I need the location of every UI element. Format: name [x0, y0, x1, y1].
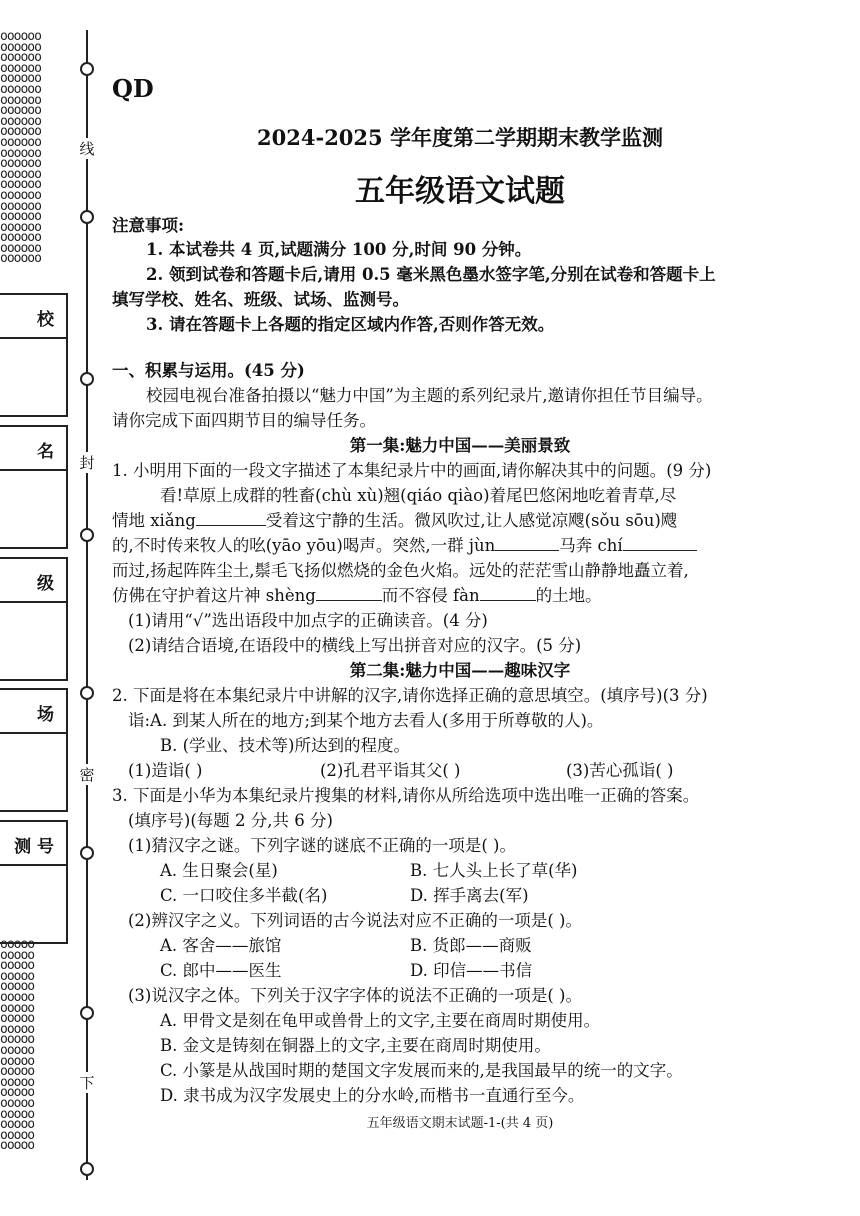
question-1: 1. 小明用下面的一段文字描述了本集纪录片中的画面,请你解决其中的问题。(9 分) — [112, 461, 712, 480]
binding-ring — [80, 1006, 94, 1020]
name-label: 名 — [37, 442, 54, 462]
cut-label-mi: 密 — [76, 764, 98, 785]
field-divider — [0, 864, 66, 866]
passage-line-1: 看!草原上成群的牲畜(chù xù)翘(qiáo qiào)着尾巴悠闲地吃着青草,尽 — [160, 486, 677, 505]
cut-label-xian: 线 — [76, 138, 98, 159]
script-style-question: (3)说汉字之体。下列关于汉字字体的说法不正确的一项是( )。 — [128, 986, 582, 1005]
note-2: 2. 领到试卷和答题卡后,请用 0.5 毫米黑色墨水签字笔,分别在试卷和答题卡上 — [146, 265, 716, 284]
passage-line-5 — [112, 582, 602, 606]
passage-text: 的,不时传来牧人的吆(yāo yōu)喝声。突然,一群 jùn — [112, 536, 496, 555]
subquestion-2: (2)请结合语境,在语段中的横线上写出拼音对应的汉字。(5 分) — [128, 636, 582, 655]
passage-text: 的土地。 — [535, 586, 602, 605]
passage-text: 受着这宁静的生活。微风吹过,让人感觉凉飕(sǒu sōu)飕 — [265, 511, 678, 530]
school-field[interactable] — [0, 293, 68, 417]
exam-title: 2024-2025 学年度第二学期期末教学监测 — [257, 125, 663, 150]
notes-heading: 注意事项: — [112, 216, 185, 235]
section-intro: 校园电视台准备拍摄以“魅力中国”为主题的系列纪录片,邀请你担任节目编导。 — [146, 386, 713, 405]
section-heading: 一、积累与运用。(45 分) — [112, 361, 305, 380]
cut-label-feng: 封 — [76, 452, 98, 473]
episode-1-heading: 第一集:魅力中国——美丽景致 — [349, 436, 571, 455]
paper-code: QD — [112, 74, 154, 103]
binding-ring — [80, 686, 94, 700]
question-2: 2. 下面是将在本集纪录片中讲解的汉字,请你选择正确的意思填空。(填序号)(3 分) — [112, 686, 708, 705]
monitor-number-label: 测 号 — [14, 837, 54, 857]
cut-label-xia: 下 — [76, 1072, 98, 1093]
binding-ring — [80, 846, 94, 860]
class-label: 级 — [37, 574, 54, 594]
option-b[interactable]: B. 七人头上长了草(华) — [410, 861, 578, 880]
binding-ring — [80, 372, 94, 386]
passage-line-2 — [112, 507, 677, 531]
passage-text: 仿佛在守护着这片神 shèng — [112, 586, 316, 605]
definition-b: B. (学业、技术等)所达到的程度。 — [160, 736, 410, 755]
field-divider — [0, 469, 66, 471]
blank-2[interactable]: (2)孔君平诣其父( ) — [320, 761, 461, 780]
field-divider — [0, 732, 66, 734]
subject-title: 五年级语文试题 — [355, 174, 565, 209]
monitor-number-field[interactable] — [0, 820, 68, 944]
blank-3[interactable]: (3)苦心孤诣( ) — [566, 761, 674, 780]
subquestion-1: (1)请用“√”选出语段中加点字的正确读音。(4 分) — [128, 611, 488, 630]
binding-ring — [80, 1162, 94, 1176]
option-c[interactable]: C. 一口咬住多半截(名) — [160, 886, 328, 905]
answer-blank[interactable] — [623, 534, 697, 551]
word-meaning-question: (2)辨汉字之义。下列词语的古今说法对应不正确的一项是( )。 — [128, 911, 582, 930]
decorative-dot-column-bottom: ooooo ooooo ooooo ooooo ooooo ooooo ooooo ooooo ooooo ooooo ooooo ooooo ooooo ooooo ooooo ooooo ooooo ooooo ooooo ooooo — [0, 937, 35, 1154]
binding-ring — [80, 528, 94, 542]
binding-ring — [80, 210, 94, 224]
exam-room-field[interactable] — [0, 688, 68, 812]
field-divider — [0, 337, 66, 339]
note-1: 1. 本试卷共 4 页,试题满分 100 分,时间 90 分钟。 — [146, 240, 532, 259]
note-3: 3. 请在答题卡上各题的指定区域内作答,否则作答无效。 — [146, 315, 555, 334]
answer-blank[interactable] — [495, 534, 559, 551]
field-divider — [0, 601, 66, 603]
section-intro-cont: 请你完成下面四期节目的编导任务。 — [112, 411, 376, 430]
option-a[interactable]: A. 客舍——旅馆 — [160, 936, 282, 955]
option-d[interactable]: D. 印信——书信 — [410, 961, 533, 980]
episode-2-heading: 第二集:魅力中国——趣味汉字 — [349, 661, 571, 680]
note-2-cont: 填写学校、姓名、班级、试场、监测号。 — [112, 290, 409, 309]
option-a[interactable]: A. 生日聚会(星) — [160, 861, 278, 880]
option-b[interactable]: B. 金文是铸刻在铜器上的文字,主要在商周时期使用。 — [160, 1036, 551, 1055]
school-label: 校 — [37, 310, 54, 330]
option-d[interactable]: D. 挥手离去(军) — [410, 886, 529, 905]
passage-line-4: 而过,扬起阵阵尘土,鬃毛飞扬似燃烧的金色火焰。远处的茫茫雪山静静地矗立着, — [112, 561, 689, 580]
answer-blank[interactable] — [480, 584, 536, 601]
option-a[interactable]: A. 甲骨文是刻在龟甲或兽骨上的文字,主要在商周时期使用。 — [160, 1011, 601, 1030]
page-footer: 五年级语文期末试题-1-(共 4 页) — [366, 1116, 554, 1131]
definition-a: 诣:A. 到某人所在的地方;到某个地方去看人(多用于所尊敬的人)。 — [128, 711, 604, 730]
question-3-cont: (填序号)(每题 2 分,共 6 分) — [128, 811, 333, 830]
blank-1[interactable]: (1)造诣( ) — [128, 761, 203, 780]
option-d[interactable]: D. 隶书成为汉字发展史上的分水岭,而楷书一直通行至今。 — [160, 1086, 585, 1105]
exam-room-label: 场 — [37, 705, 54, 725]
passage-text: 情地 xiǎng — [112, 511, 196, 530]
passage-text: 而不容侵 fàn — [381, 586, 480, 605]
option-c[interactable]: C. 郎中——医生 — [160, 961, 282, 980]
answer-blank[interactable] — [196, 509, 266, 526]
answer-blank[interactable] — [316, 584, 382, 601]
riddle-question: (1)猜汉字之谜。下列字谜的谜底不正确的一项是( )。 — [128, 836, 516, 855]
binding-ring — [80, 62, 94, 76]
option-c[interactable]: C. 小篆是从战国时期的楚国文字发展而来的,是我国最早的统一的文字。 — [160, 1061, 683, 1080]
passage-text: 马奔 chí — [559, 536, 623, 555]
passage-line-3 — [112, 532, 697, 556]
option-b[interactable]: B. 货郎——商贩 — [410, 936, 532, 955]
decorative-dot-column-top: oooooo oooooo oooooo oooooo oooooo oooooo oooooo oooooo oooooo oooooo oooooo oooooo oooooo oooooo oooooo oooooo oooooo oooooo oooooo oooooo oooooo oooooo — [0, 29, 41, 267]
question-3: 3. 下面是小华为本集纪录片搜集的材料,请你从所给选项中选出唯一正确的答案。 — [112, 786, 700, 805]
